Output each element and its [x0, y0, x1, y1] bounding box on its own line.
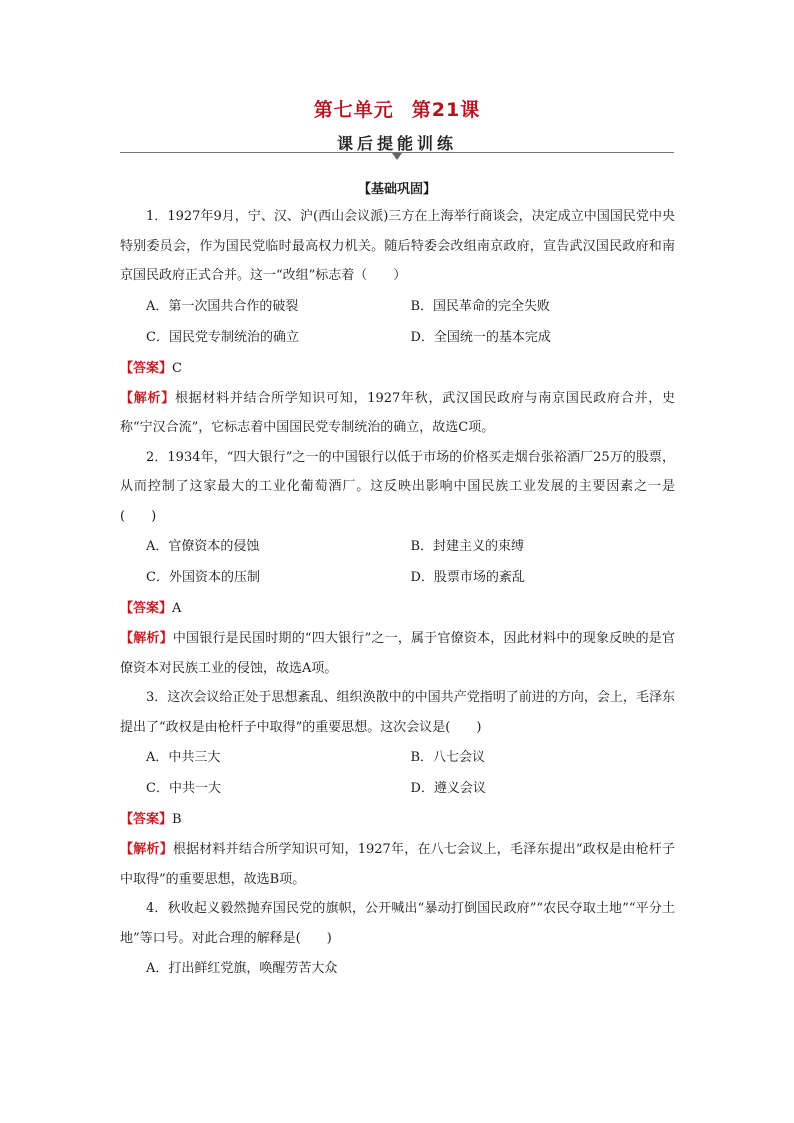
option-row: [120, 562, 675, 593]
analysis-paragraph: [120, 624, 675, 683]
option-row: [120, 773, 675, 804]
answer-line: [120, 353, 675, 384]
divider-arrow-icon: [392, 153, 402, 160]
option: C．中共一大: [146, 781, 221, 796]
option: A．官僚资本的侵蚀: [146, 539, 260, 554]
answer-line: [120, 593, 675, 624]
question-stem: 4．秋收起义毅然抛弃国民党的旗帜，公开喊出“暴动打倒国民政府”“农民夺取土地”“平分土地”等口号。对此合理的解释是( ): [120, 901, 675, 946]
section-heading: 【基础巩固】: [357, 182, 436, 197]
answer-value: C: [172, 360, 182, 376]
option-row: [120, 742, 675, 773]
option-row: [120, 291, 675, 322]
option: B．八七会议: [410, 750, 486, 765]
unit-title: 第七单元: [313, 99, 394, 121]
option: D．股票市场的紊乱: [410, 570, 525, 585]
option: A．中共三大: [146, 750, 221, 765]
analysis-label: 【解析】: [120, 390, 175, 406]
page-title: [0, 95, 794, 122]
question-stem: 1．1927年9月，宁、汉、沪(西山会议派)三方在上海举行商谈会，决定成立中国国民党中央特别委员会，作为国民党临时最高权力机关。随后特委会改组南京政府，宣告武汉国民政府和南京国民政府正式合并。这一“改组”标志着（ ）: [120, 209, 675, 283]
option: A．打出鲜红党旗，唤醒劳苦大众: [146, 961, 338, 976]
option: D．遵义会议: [410, 781, 486, 796]
option: D．全国统一的基本完成: [410, 329, 551, 345]
option: B．国民革命的完全失败: [410, 298, 551, 314]
answer-label: 【答案】: [120, 360, 173, 376]
analysis-paragraph: [120, 835, 675, 894]
analysis-label: 【解析】: [120, 842, 173, 857]
analysis-text: 根据材料并结合所学知识可知，1927年秋，武汉国民政府与南京国民政府合并，史称“宁汉合流”，它标志着中国国民党专制统治的确立，故选C项。: [120, 390, 675, 435]
question-list: [120, 202, 675, 984]
analysis-label: 【解析】: [120, 631, 173, 646]
question-stem: 3．这次会议给正处于思想紊乱、组织涣散中的中国共产党指明了前进的方向，会上，毛泽东提出了“政权是由枪杆子中取得”的重要思想。这次会议是( ): [120, 690, 675, 735]
analysis-text: 中国银行是民国时期的“四大银行”之一，属于官僚资本，因此材料中的现象反映的是官僚资本对民族工业的侵蚀，故选A项。: [120, 631, 675, 676]
analysis-paragraph: [120, 384, 675, 443]
analysis-text: 根据材料并结合所学知识可知，1927年，在八七会议上，毛泽东提出“政权是由枪杆子中取得”的重要思想，故选B项。: [120, 842, 675, 887]
page-subtitle: 课后提能训练: [336, 134, 457, 153]
lesson-title: 第21课: [411, 99, 481, 121]
option: A．第一次国共合作的破裂: [146, 298, 299, 314]
option: C．国民党专制统治的确立: [146, 329, 299, 345]
answer-label: 【答案】: [120, 601, 173, 616]
answer-value: B: [172, 812, 182, 827]
option-row: [120, 953, 675, 984]
option: C．外国资本的压制: [146, 570, 260, 585]
answer-label: 【答案】: [120, 812, 173, 827]
answer-value: A: [172, 601, 182, 616]
question-stem: 2．1934年，“四大银行”之一的中国银行以低于市场的价格买走烟台张裕酒厂25万的股票，从而控制了这家最大的工业化葡萄酒厂。这反映出影响中国民族工业发展的主要因素之一是( ): [120, 449, 675, 524]
option: B．封建主义的束缚: [410, 539, 525, 554]
option-row: [120, 322, 675, 353]
answer-line: [120, 804, 675, 835]
option-row: [120, 531, 675, 562]
